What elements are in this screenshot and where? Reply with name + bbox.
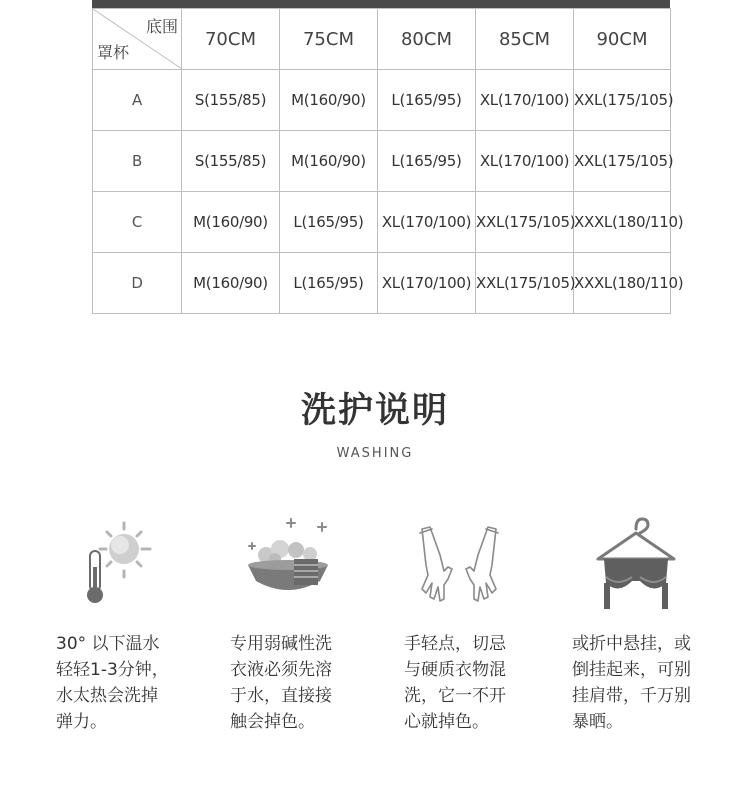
caption-line: 水太热会洗掉 (56, 686, 158, 706)
caption-line: 与硬质衣物混 (404, 660, 506, 680)
table-header-row (93, 9, 671, 70)
size-cell: L(165/95) (378, 70, 476, 131)
size-cell: L(165/95) (378, 131, 476, 192)
corner-label-band: 底围 (145, 17, 178, 36)
size-cell: XXL(175/105) (476, 192, 574, 253)
caption-line: 弹力。 (56, 712, 107, 732)
size-cell: XXL(175/105) (574, 70, 671, 131)
washing-caption-temperature (56, 631, 196, 735)
size-cell: XL(170/100) (378, 253, 476, 314)
hand-wash-icon (414, 515, 504, 607)
washing-caption-detergent (230, 631, 370, 735)
washing-subtitle: WASHING (336, 446, 414, 461)
column-header: 85CM (476, 9, 574, 70)
size-cell: L(165/95) (280, 253, 378, 314)
table-corner-cell (93, 9, 182, 70)
size-cell: M(160/90) (182, 253, 280, 314)
hanger-icon (594, 515, 678, 615)
table-row (93, 192, 671, 253)
size-cell: XXL(175/105) (574, 131, 671, 192)
size-cell: XXXL(180/110) (574, 253, 671, 314)
cup-label: D (93, 253, 182, 314)
cup-label: B (93, 131, 182, 192)
size-cell: S(155/85) (182, 70, 280, 131)
size-cell: M(160/90) (280, 70, 378, 131)
size-table (92, 8, 684, 314)
column-header: 70CM (182, 9, 280, 70)
size-cell: L(165/95) (280, 192, 378, 253)
caption-line: 挂肩带，千万别 (572, 686, 691, 706)
size-cell: XL(170/100) (378, 192, 476, 253)
size-cell: M(160/90) (280, 131, 378, 192)
caption-line: 或折中悬挂，或 (572, 634, 691, 654)
size-cell: XXL(175/105) (476, 253, 574, 314)
table-row (93, 253, 671, 314)
column-header: 80CM (378, 9, 476, 70)
size-cell: XL(170/100) (476, 131, 574, 192)
column-header: 90CM (574, 9, 671, 70)
size-cell: XXXL(180/110) (574, 192, 671, 253)
table-row (93, 131, 671, 192)
cup-label: C (93, 192, 182, 253)
caption-line: 于水，直接接 (230, 686, 332, 706)
size-cell: XL(170/100) (476, 70, 574, 131)
thermometer-sun-icon (80, 515, 160, 607)
column-header: 75CM (280, 9, 378, 70)
caption-line: 手轻点，切忌 (404, 634, 506, 654)
size-cell: S(155/85) (182, 131, 280, 192)
wash-basin-icon (244, 515, 332, 607)
table-row (93, 70, 671, 131)
caption-line: 轻轻1-3分钟， (56, 660, 169, 680)
table-top-bar (92, 0, 670, 8)
washing-caption-hanging (572, 631, 728, 735)
washing-title: 洗护说明 (300, 391, 449, 431)
caption-line: 暴晒。 (572, 712, 623, 732)
size-cell: M(160/90) (182, 192, 280, 253)
size-table-wrapper (92, 0, 684, 314)
caption-line: 专用弱碱性洗 (230, 634, 332, 654)
cup-label: A (93, 70, 182, 131)
caption-line: 30° 以下温水 (56, 634, 160, 654)
corner-label-cup: 罩杯 (97, 43, 130, 62)
caption-line: 心就掉色。 (404, 712, 489, 732)
caption-line: 洗，它一不开 (404, 686, 506, 706)
caption-line: 衣液必须先溶 (230, 660, 332, 680)
washing-caption-handwash (404, 631, 544, 735)
caption-line: 触会掉色。 (230, 712, 315, 732)
caption-line: 倒挂起来，可别 (572, 660, 691, 680)
